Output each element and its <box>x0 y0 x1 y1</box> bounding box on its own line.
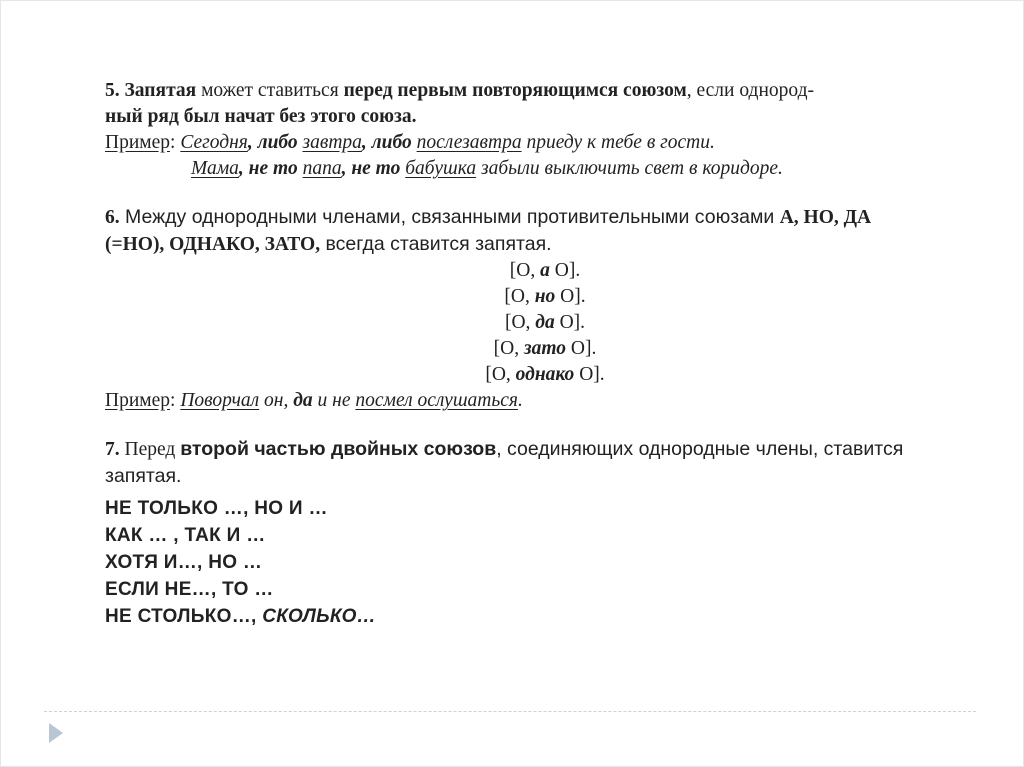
ex1-conj1: либо <box>257 132 298 153</box>
conjunction-pair <box>105 495 985 522</box>
rule5-bold1: Запятая <box>124 80 197 101</box>
scheme-line <box>105 258 985 284</box>
rule6-example-text1: он, <box>259 390 294 411</box>
rule7-number: 7. <box>105 439 120 460</box>
pair-second: НО И … <box>248 498 328 519</box>
ex1-comma2: , <box>361 132 372 153</box>
pair-second: ТО … <box>216 579 274 600</box>
pair-comma: , <box>243 498 249 519</box>
rule6-example-word1: Поворчал <box>180 390 260 411</box>
rule6-example-text2: и не <box>312 390 356 411</box>
pair-comma: , <box>210 579 217 600</box>
rule5-bold3: ный ряд был начат без этого союза. <box>105 106 417 127</box>
rule5-number: 5. <box>105 80 120 101</box>
conjunction-pair <box>105 549 985 576</box>
slide-content <box>105 78 985 630</box>
scheme-close: О]. <box>554 312 586 333</box>
scheme-close: О]. <box>574 364 605 385</box>
rule5-text1: может ставиться <box>196 80 344 101</box>
rule6-text2: всегда ставится запятая. <box>320 233 552 255</box>
footer-divider <box>44 711 976 712</box>
rule5-text2: , если однород- <box>686 80 814 101</box>
pair-second: СКОЛЬКО… <box>256 606 376 627</box>
ex2-conj2: не то <box>351 158 401 179</box>
rule5-line2 <box>105 104 985 130</box>
scheme-conj: зато <box>523 338 567 359</box>
rule7-line2: запятая. <box>105 465 182 487</box>
rule6-example-text3: . <box>517 390 523 411</box>
scheme-conj: однако <box>515 364 575 385</box>
rule6-schemes <box>105 258 985 388</box>
pair-comma: , <box>251 606 257 627</box>
rule6-example: Пример: Поворчал он, да и не посмел ослушаться. <box>105 390 523 411</box>
ex2-word2: папа <box>302 158 342 179</box>
rule5-bold2: перед первым повторяющимся союзом <box>343 80 687 101</box>
scheme-conj: а <box>540 260 550 281</box>
ex1-comma1: , <box>247 132 258 153</box>
ex1-word2: завтра <box>302 132 362 153</box>
scheme-conj: да <box>535 312 555 333</box>
ex1-tail: приеду к тебе в гости. <box>521 132 715 153</box>
pair-first: НЕ ТОЛЬКО … <box>105 498 244 519</box>
ex2-word3: бабушка <box>405 158 477 179</box>
rule6-line2 <box>105 231 985 258</box>
ex2-conj1: не то <box>248 158 298 179</box>
pair-first: ЕСЛИ НЕ… <box>105 579 211 600</box>
pair-first: НЕ СТОЛЬКО… <box>105 606 252 627</box>
scheme-conj: но <box>534 286 556 307</box>
scheme-close: О]. <box>566 338 597 359</box>
example-label: Пример <box>105 132 171 153</box>
scheme-line <box>105 284 985 310</box>
pair-comma: , <box>173 525 179 546</box>
pair-second: НО … <box>202 552 263 573</box>
scheme-close: О]. <box>549 260 581 281</box>
pair-first: ХОТЯ И… <box>105 552 198 573</box>
rule7-text2: , соединяющих однородные члены, ставится <box>496 438 904 460</box>
rule5-line1 <box>105 78 985 104</box>
scheme-line <box>105 362 985 388</box>
rule6-number: 6. <box>105 207 120 228</box>
ex2-tail: забыли выключить свет в коридоре. <box>476 158 783 179</box>
rule6-line1 <box>105 204 985 231</box>
rule6-example-conj: да <box>293 390 313 411</box>
scheme-close: О]. <box>555 286 586 307</box>
scheme-line <box>105 310 985 336</box>
ex2-comma2: , <box>341 158 352 179</box>
rule5-example1: Пример: Сегодня, либо завтра, либо послезавтра приеду к тебе в гости. <box>105 132 715 153</box>
ex1-conj2: либо <box>371 132 412 153</box>
rule5-example2 <box>105 156 985 182</box>
scheme-open: [О, <box>504 286 535 307</box>
pair-first: КАК … <box>105 525 174 546</box>
ex1-word3: послезавтра <box>416 132 522 153</box>
rule6-text1: Между однородными членами, связанными противительными союзами <box>119 206 780 228</box>
example-label: Пример <box>105 390 171 411</box>
ex1-word1: Сегодня <box>180 132 248 153</box>
rule6-bold1: А, НО, ДА <box>779 207 872 228</box>
pair-comma: , <box>197 552 203 573</box>
scheme-open: [О, <box>493 338 524 359</box>
conjunction-pair <box>105 522 985 549</box>
conjunction-pair <box>105 576 985 603</box>
scheme-open: [О, <box>485 364 516 385</box>
rule6-example-word2: посмел ослушаться <box>355 390 518 411</box>
rule7-text1: Перед <box>119 439 181 460</box>
scheme-open: [О, <box>504 312 536 333</box>
ex2-word1: Мама <box>191 158 239 179</box>
conjunction-pair <box>105 603 985 630</box>
rule6-bold2: (=НО), ОДНАКО, ЗАТО, <box>105 234 321 255</box>
play-triangle-icon[interactable] <box>49 723 63 743</box>
scheme-open: [О, <box>509 260 541 281</box>
scheme-line <box>105 336 985 362</box>
pair-second: ТАК И … <box>178 525 266 546</box>
rule7-line1 <box>105 436 985 463</box>
rule7-bold1: второй частью двойных союзов <box>180 438 497 460</box>
ex2-comma1: , <box>238 158 249 179</box>
